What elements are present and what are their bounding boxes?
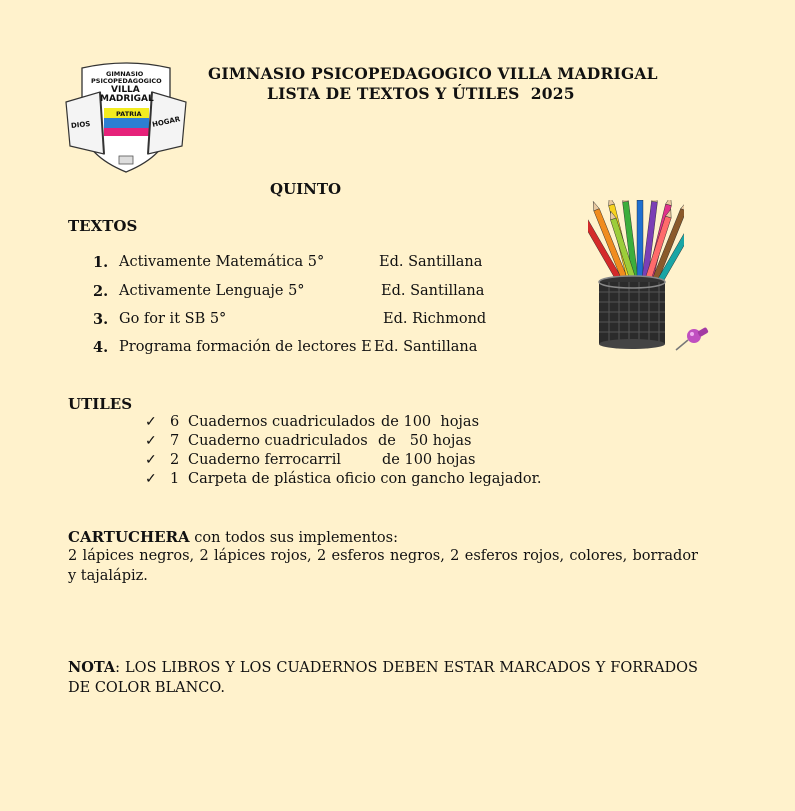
utiles-item-4: Carpeta de plástica oficio con gancho legajador. [188, 471, 542, 487]
cartuchera-label: CARTUCHERA [68, 528, 190, 546]
logo-stripe-text: PATRIA [116, 110, 142, 118]
textos-title-1: Activamente Matemática 5° [119, 254, 325, 270]
check-icon: ✓ [145, 452, 157, 468]
school-name: GIMNASIO PSICOPEDAGOGICO VILLA MADRIGAL [208, 64, 658, 83]
logo-name-2: MADRIGAL [100, 94, 154, 104]
push-pin-icon [670, 326, 712, 354]
utiles-heading: UTILES [68, 395, 133, 413]
cartuchera-line [68, 527, 698, 548]
utiles-detail-2: de 50 hojas [378, 433, 472, 449]
textos-title-2: Activamente Lenguaje 5° [119, 283, 305, 299]
utiles-item-1: Cuadernos cuadriculados [188, 414, 376, 430]
textos-num-1: 1. [93, 254, 109, 271]
textos-title-4: Programa formación de lectores E [119, 339, 372, 355]
logo-banner-mid: PSICOPEDAGOGICO [91, 77, 162, 85]
logo-name-1: VILLA [111, 85, 140, 95]
utiles-item-2: Cuaderno cuadriculados [188, 433, 368, 449]
logo-left-book: DIOS [70, 120, 91, 130]
utiles-item-3: Cuaderno ferrocarril [188, 452, 341, 468]
grade-title: QUINTO [270, 180, 342, 198]
textos-title-3: Go for it SB 5° [119, 311, 227, 327]
utiles-qty-4: 1 [170, 471, 180, 487]
utiles-qty-1: 6 [170, 414, 180, 430]
nota-block [68, 658, 698, 698]
check-icon: ✓ [145, 414, 157, 430]
nota-text: : LOS LIBROS Y LOS CUADERNOS DEBEN ESTAR MARCADOS Y FORRADOS DE COLOR BLANCO. [68, 660, 698, 696]
textos-num-2: 2. [93, 283, 109, 300]
textos-heading: TEXTOS [68, 217, 138, 235]
logo-banner-top: GIMNASIO [106, 70, 144, 78]
logo-right-book: HOGAR [151, 115, 181, 129]
check-icon: ✓ [145, 433, 157, 449]
utiles-detail-1: de 100 hojas [381, 414, 480, 430]
nota-label: NOTA [68, 659, 116, 676]
utiles-qty-2: 7 [170, 433, 180, 449]
textos-publisher-4: Ed. Santillana [374, 339, 478, 355]
school-crest-icon [64, 62, 189, 174]
cartuchera-intro: con todos sus implementos: [189, 530, 398, 546]
textos-publisher-1: Ed. Santillana [379, 254, 483, 270]
utiles-qty-3: 2 [170, 452, 180, 468]
textos-publisher-2: Ed. Santillana [381, 283, 485, 299]
check-icon: ✓ [145, 471, 157, 487]
textos-num-4: 4. [93, 339, 109, 356]
textos-publisher-3: Ed. Richmond [383, 311, 487, 327]
textos-num-3: 3. [93, 311, 109, 328]
cartuchera-text: 2 lápices negros, 2 lápices rojos, 2 esferos negros, 2 esferos rojos, colores, borrador y tajalápiz. [68, 548, 698, 584]
list-title: LISTA DE TEXTOS Y ÚTILES 2025 [267, 84, 575, 103]
utiles-detail-3: de 100 hojas [382, 452, 476, 468]
